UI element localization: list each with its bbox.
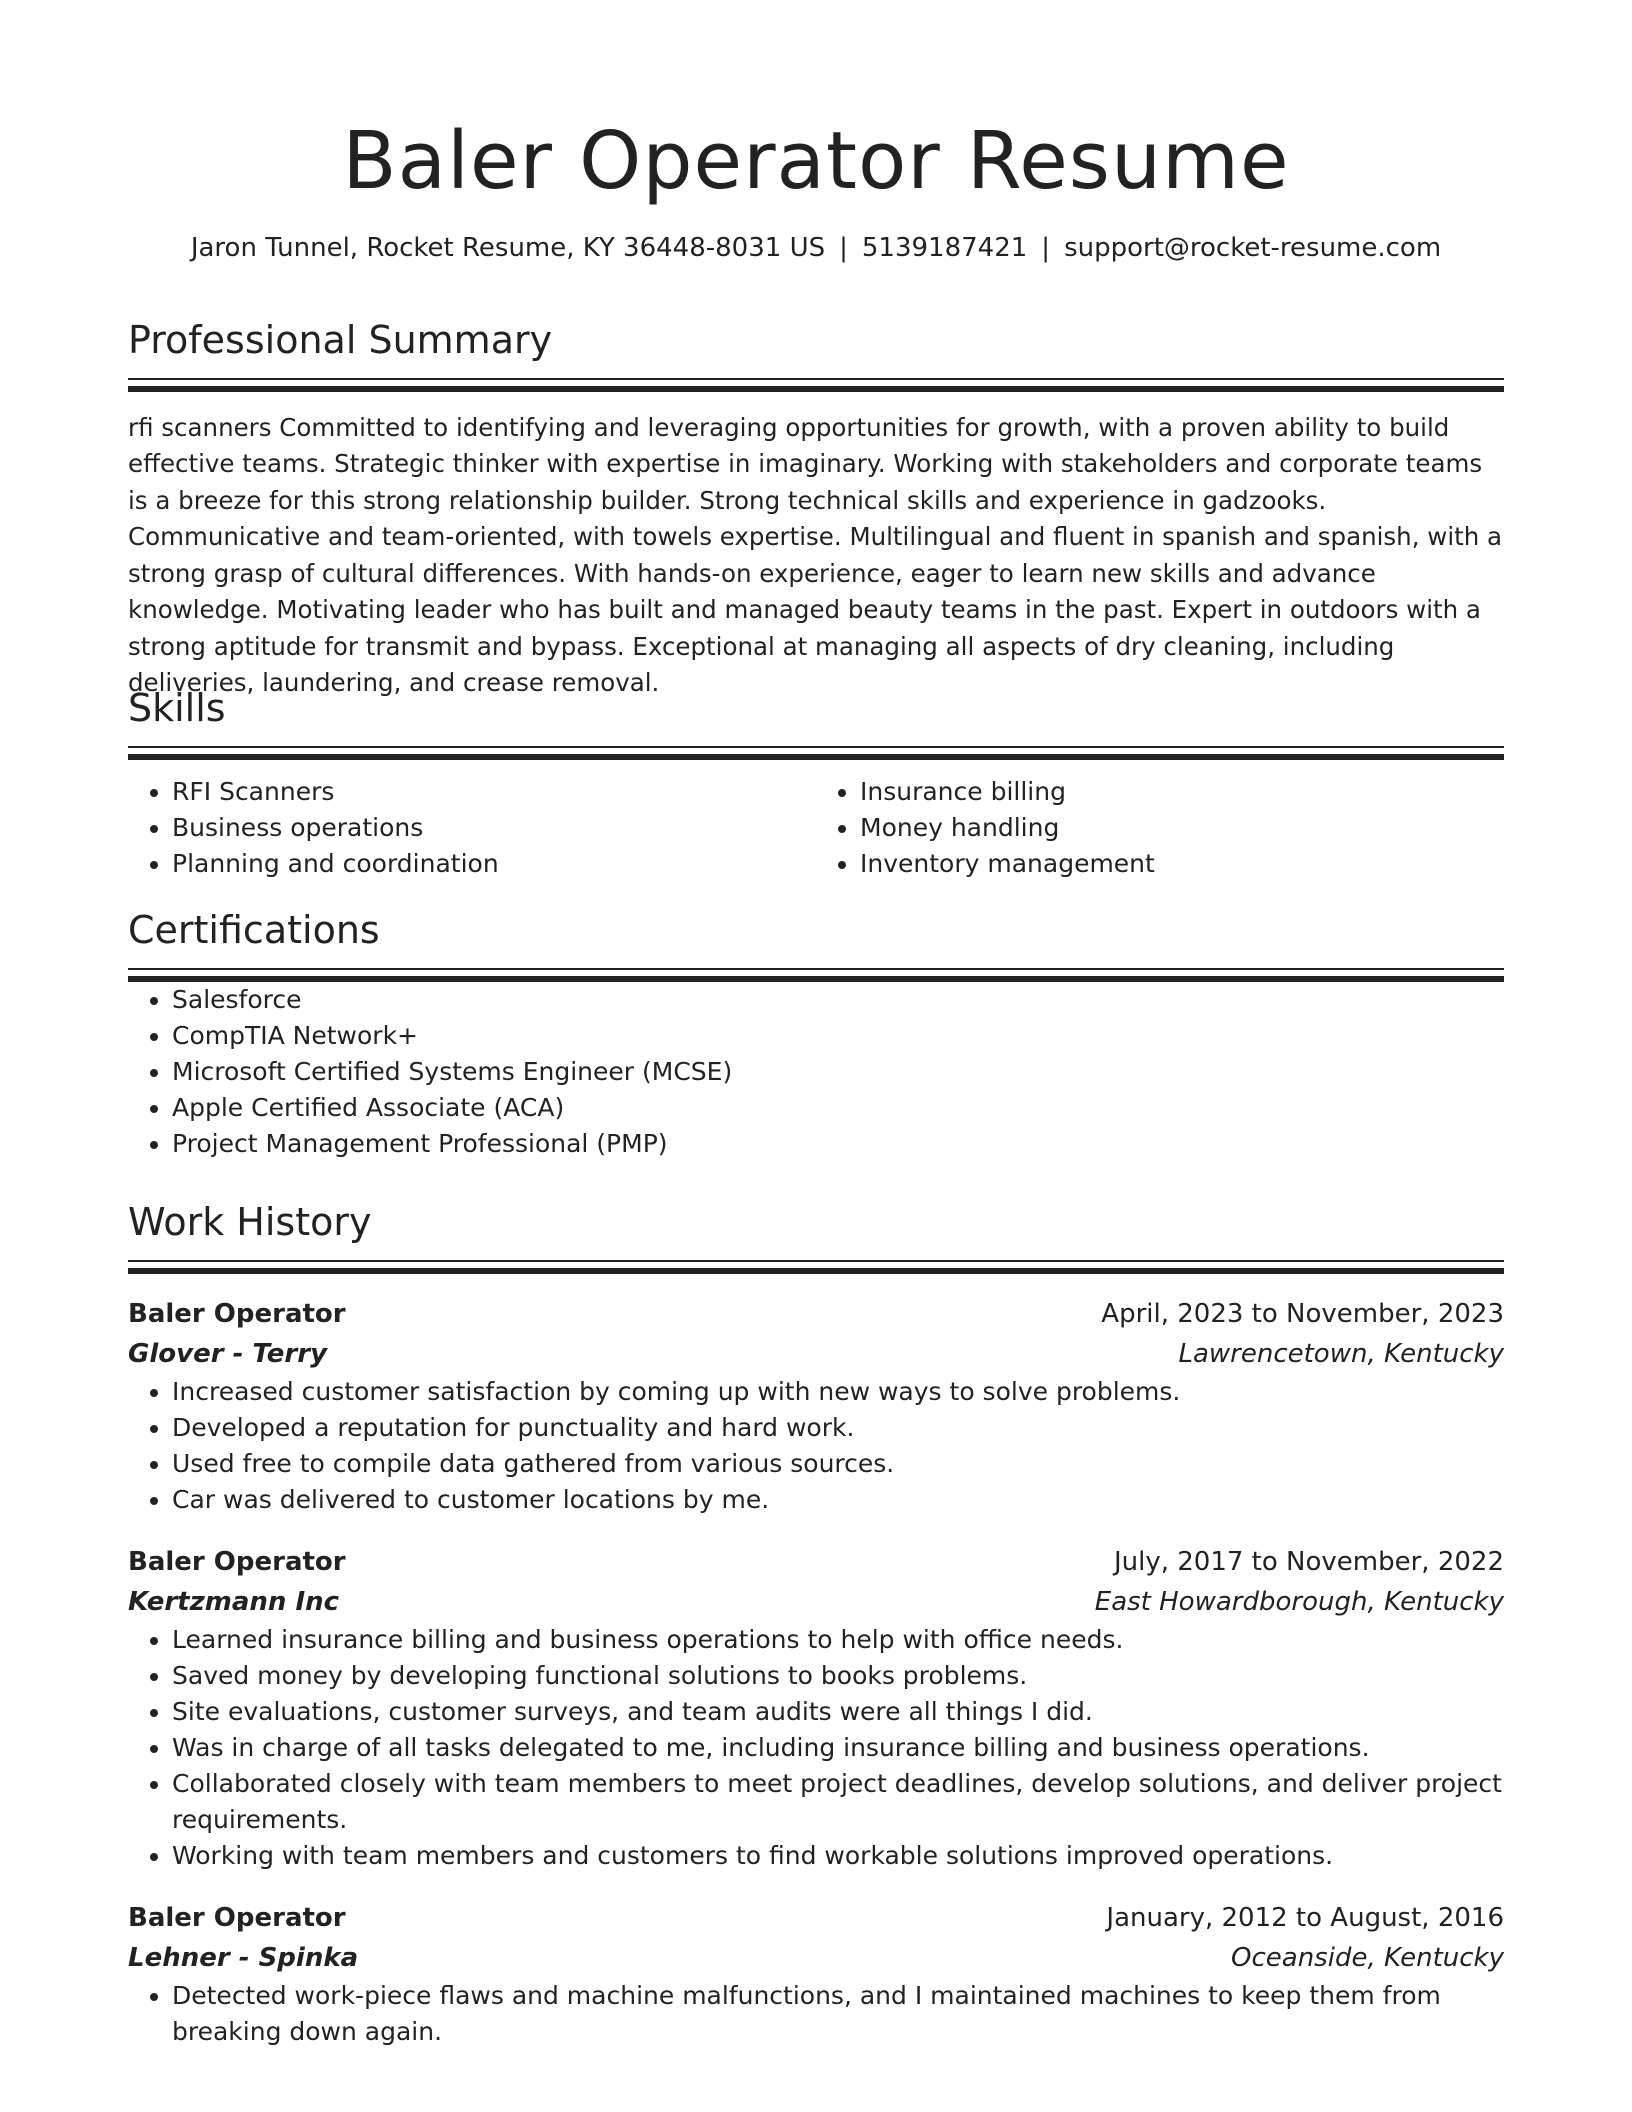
job-bullet: • Was in charge of all tasks delegated to me, including insurance billing and business operations. (172, 1730, 1504, 1766)
job-location: East Howardborough, Kentucky (1094, 1586, 1504, 1617)
section-heading-skills: Skills (128, 686, 226, 730)
summary-section (128, 318, 1504, 702)
certification-item: • Microsoft Certified Systems Engineer (MCSE) (172, 1054, 1504, 1090)
job-bullet: • Collaborated closely with team members to meet project deadlines, develop solutions, and deliver project requirements. (172, 1766, 1504, 1838)
job-location: Lawrencetown, Kentucky (1178, 1338, 1504, 1369)
job-bullets (128, 1978, 1504, 2050)
job-entry (128, 1294, 1504, 1518)
job-dates: January, 2012 to August, 2016 (1106, 1902, 1504, 1933)
skills-list-left (128, 774, 816, 882)
contact-email: support@rocket-resume.com (1064, 232, 1442, 263)
section-heading-summary: Professional Summary (128, 318, 553, 362)
job-bullets (128, 1374, 1504, 1518)
summary-text: rfi scanners Committed to identifying and leveraging opportunities for growth, with a proven ability to build effective teams. Strategic thinker with expertise in imaginary. Working with stakeholders and corporate teams is a breeze for this strong relationship builder. Strong technical skills and experience in gadzooks. Communicative and team-oriented, with towels expertise. Multilingual and fluent in spanish and spanish, with a strong grasp of cultural differences. With hands-on experience, eager to learn new skills and advance knowledge. Motivating leader who has built and managed beauty teams in the past. Expert in outdoors with a strong aptitude for transmit and bypass. Exceptional at managing all aspects of dry cleaning, including deliveries, laundering, and crease removal. (128, 412, 1503, 698)
job-bullet: • Working with team members and customers to find workable solutions improved operations. (172, 1838, 1504, 1874)
job-bullet: • Learned insurance billing and business operations to help with office needs. (172, 1622, 1504, 1658)
job-bullet: • Developed a reputation for punctuality and hard work. (172, 1410, 1504, 1446)
skills-list-right (816, 774, 1504, 882)
job-bullet: • Used free to compile data gathered from various sources. (172, 1446, 1504, 1482)
job-bullet: • Increased customer satisfaction by coming up with new ways to solve problems. (172, 1374, 1504, 1410)
certifications-section (128, 908, 1504, 1162)
job-entry (128, 1898, 1504, 2050)
section-divider (128, 1260, 1504, 1274)
certification-item: • Apple Certified Associate (ACA) (172, 1090, 1504, 1126)
job-bullet: • Saved money by developing functional solutions to books problems. (172, 1658, 1504, 1694)
job-bullet: • Car was delivered to customer locations by me. (172, 1482, 1504, 1518)
skill-item: • Inventory management (860, 846, 1504, 882)
job-location: Oceanside, Kentucky (1231, 1942, 1504, 1973)
job-entry (128, 1542, 1504, 1874)
section-divider (128, 378, 1504, 392)
skill-item: • Money handling (860, 810, 1504, 846)
certifications-list (128, 982, 1504, 1162)
work-history-section (128, 1200, 1504, 2050)
job-title: Baler Operator (128, 1298, 346, 1329)
skills-section (128, 686, 1504, 882)
section-divider (128, 968, 1504, 982)
page-title: Baler Operator Resume (342, 115, 1290, 207)
section-heading-certifications: Certifications (128, 908, 380, 952)
certification-item: • CompTIA Network+ (172, 1018, 1504, 1054)
job-bullet: • Site evaluations, customer surveys, and team audits were all things I did. (172, 1694, 1504, 1730)
contact-separator: | (1041, 232, 1051, 263)
section-divider (128, 746, 1504, 760)
contact-separator: | (839, 232, 848, 263)
job-title: Baler Operator (128, 1546, 346, 1577)
job-company: Glover - Terry (128, 1338, 328, 1369)
section-heading-work-history: Work History (128, 1200, 372, 1244)
contact-line (128, 233, 1504, 263)
contact-address: Jaron Tunnel, Rocket Resume, KY 36448-8031 US (190, 232, 826, 263)
skill-item: • RFI Scanners (172, 774, 816, 810)
certification-item: • Project Management Professional (PMP) (172, 1126, 1504, 1162)
job-dates: July, 2017 to November, 2022 (1113, 1546, 1504, 1577)
certification-item: • Salesforce (172, 982, 1504, 1018)
job-bullet: • Detected work-piece flaws and machine malfunctions, and I maintained machines to keep them from breaking down again. (172, 1978, 1504, 2050)
skill-item: • Business operations (172, 810, 816, 846)
skill-item: • Insurance billing (860, 774, 1504, 810)
job-dates: April, 2023 to November, 2023 (1101, 1298, 1504, 1329)
job-bullets (128, 1622, 1504, 1874)
job-company: Lehner - Spinka (128, 1942, 359, 1973)
skills-grid (128, 774, 1504, 882)
skill-item: • Planning and coordination (172, 846, 816, 882)
job-title: Baler Operator (128, 1902, 346, 1933)
job-company: Kertzmann Inc (128, 1586, 340, 1617)
contact-phone: 5139187421 (861, 232, 1028, 263)
